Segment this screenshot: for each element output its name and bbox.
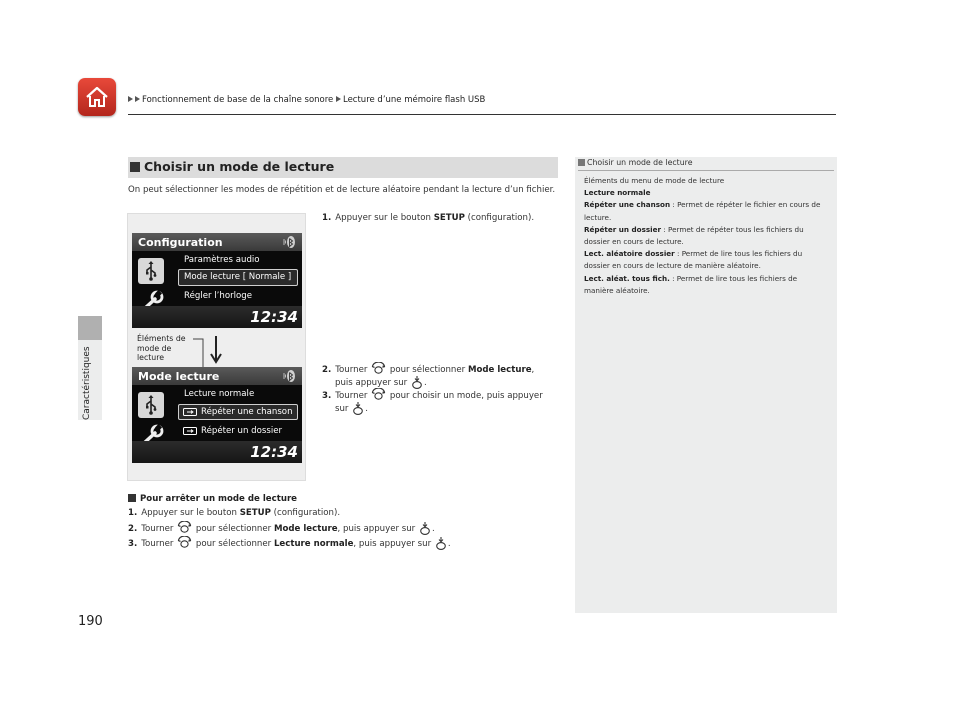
note-body	[584, 175, 828, 297]
step-number: 2.	[128, 524, 138, 534]
note-intro: Éléments du menu de mode de lecture	[584, 176, 725, 185]
intro-paragraph: On peut sélectionner les modes de répétition et de lecture aléatoire pendant la lecture d’un fichier.	[128, 185, 556, 195]
step-text: .	[365, 404, 368, 414]
usb-icon	[138, 258, 164, 284]
callout-line: mode de	[137, 343, 172, 353]
note-header[interactable]	[578, 158, 693, 167]
press-icon	[435, 537, 447, 550]
step-text: Appuyer sur le bouton	[335, 213, 431, 223]
step-text: (configuration).	[467, 213, 535, 223]
note-term: Lect. aléatoire dossier	[584, 249, 675, 259]
side-chapter-label: Caractéristiques	[82, 346, 92, 420]
callout-line: Éléments de	[137, 334, 186, 343]
note-definition: : Permet de répéter le fichier en cours de lecture.	[584, 200, 821, 222]
knob-icon	[177, 521, 192, 535]
note-definition: : Permet de lire tous les fichiers du dossier en cours de lecture de manière aléatoire.	[584, 249, 803, 271]
step-text: sur	[335, 404, 349, 414]
knob-icon	[371, 388, 386, 402]
bluetooth-icon	[282, 369, 296, 383]
step-number: 3.	[322, 391, 332, 401]
section-square-icon	[130, 162, 140, 172]
step-text: pour choisir un mode, puis appuyer	[389, 391, 543, 401]
lcd-mode-lecture	[132, 367, 302, 463]
step-number: 1.	[322, 213, 332, 223]
header-rule	[128, 114, 836, 115]
repeat-icon	[183, 408, 197, 416]
section-title: Choisir un mode de lecture	[144, 159, 335, 174]
breadcrumb	[128, 95, 485, 105]
note-term: Répéter un dossier	[584, 224, 662, 234]
stop-subheading	[128, 494, 297, 504]
subheading-square-icon	[128, 494, 136, 502]
stop-step-3	[128, 536, 451, 550]
lcd-menu-item-selected[interactable]: Répéter une chanson	[201, 407, 293, 417]
step-2	[322, 362, 558, 389]
note-header-text: Choisir un mode de lecture	[587, 158, 693, 167]
step-number: 2.	[322, 365, 332, 375]
lcd-title: Configuration	[138, 236, 223, 249]
step-text: pour sélectionner	[195, 539, 272, 549]
lcd-title: Mode lecture	[138, 370, 220, 383]
note-definition: : Permet de lire tous les fichiers de manière aléatoire.	[584, 273, 798, 295]
note-term: Lecture normale	[584, 188, 651, 198]
callout-label	[137, 334, 186, 363]
home-button[interactable]	[78, 78, 116, 116]
lcd-title-bar	[132, 367, 302, 385]
step-text: (configuration).	[273, 508, 341, 518]
step-text: Tourner	[141, 539, 174, 549]
stop-step-1	[128, 507, 340, 519]
step-1	[322, 212, 534, 224]
setup-term: SETUP	[433, 213, 465, 223]
step-text: pour sélectionner	[389, 365, 466, 375]
step-3	[322, 388, 558, 415]
breadcrumb-arrow-icon	[336, 96, 341, 102]
step-number: 1.	[128, 508, 138, 518]
lcd-clock: 12:34	[250, 443, 298, 461]
step-text: ,	[531, 365, 535, 375]
step-text: pour sélectionner	[195, 524, 272, 534]
breadcrumb-arrow-icon	[128, 96, 133, 102]
side-tab-marker[interactable]	[78, 316, 102, 340]
bluetooth-icon	[282, 235, 296, 249]
lcd-title-bar	[132, 233, 302, 251]
step-text: Appuyer sur le bouton	[141, 508, 237, 518]
section-header	[128, 157, 558, 178]
callout-line: lecture	[137, 353, 165, 362]
note-term: Répéter une chanson	[584, 200, 671, 210]
lcd-menu-item[interactable]: Répéter un dossier	[201, 426, 283, 436]
lcd-menu-item[interactable]: Lecture normale	[184, 389, 255, 399]
step-number: 3.	[128, 539, 138, 549]
normal-term: Lecture normale	[273, 539, 354, 549]
setup-term: SETUP	[239, 508, 271, 518]
mode-term: Mode lecture	[467, 365, 532, 375]
step-text: Tourner	[335, 365, 368, 375]
step-text: , puis appuyer sur	[337, 524, 416, 534]
breadcrumb-arrow-icon	[135, 96, 140, 102]
stop-step-2	[128, 521, 435, 535]
step-text: .	[423, 378, 427, 388]
step-text: .	[431, 524, 435, 534]
note-definition: : Permet de répéter tous les fichiers du dossier en cours de lecture.	[584, 224, 804, 247]
knob-icon	[371, 362, 386, 376]
press-icon	[419, 522, 431, 535]
step-text: Tourner	[335, 391, 368, 401]
subheading-text: Pour arrêter un mode de lecture	[140, 494, 298, 504]
home-icon	[84, 84, 110, 110]
note-term: Lect. aléat. tous fich.	[584, 273, 670, 283]
lcd-menu-item-selected[interactable]: Mode lecture [ Normale ]	[184, 272, 292, 282]
note-rule	[578, 170, 834, 171]
page-number: 190	[78, 614, 103, 629]
lcd-menu-item[interactable]: Régler l’horloge	[184, 291, 253, 301]
lcd-configuration	[132, 233, 302, 328]
lcd-menu-item[interactable]: Paramètres audio	[184, 255, 260, 265]
step-text: Tourner	[141, 524, 174, 534]
step-text: .	[447, 539, 451, 549]
press-icon	[352, 402, 364, 415]
repeat-icon	[183, 427, 197, 435]
knob-icon	[177, 536, 192, 550]
breadcrumb-link-audio[interactable]: Fonctionnement de base de la chaîne sonore	[142, 95, 334, 105]
lcd-clock: 12:34	[250, 308, 298, 326]
breadcrumb-link-usb[interactable]: Lecture d’une mémoire flash USB	[342, 95, 486, 105]
usb-icon	[138, 392, 164, 418]
step-text: puis appuyer sur	[335, 378, 408, 388]
note-marker-icon	[578, 159, 585, 166]
step-text: , puis appuyer sur	[353, 539, 432, 549]
mode-term: Mode lecture	[273, 524, 338, 534]
